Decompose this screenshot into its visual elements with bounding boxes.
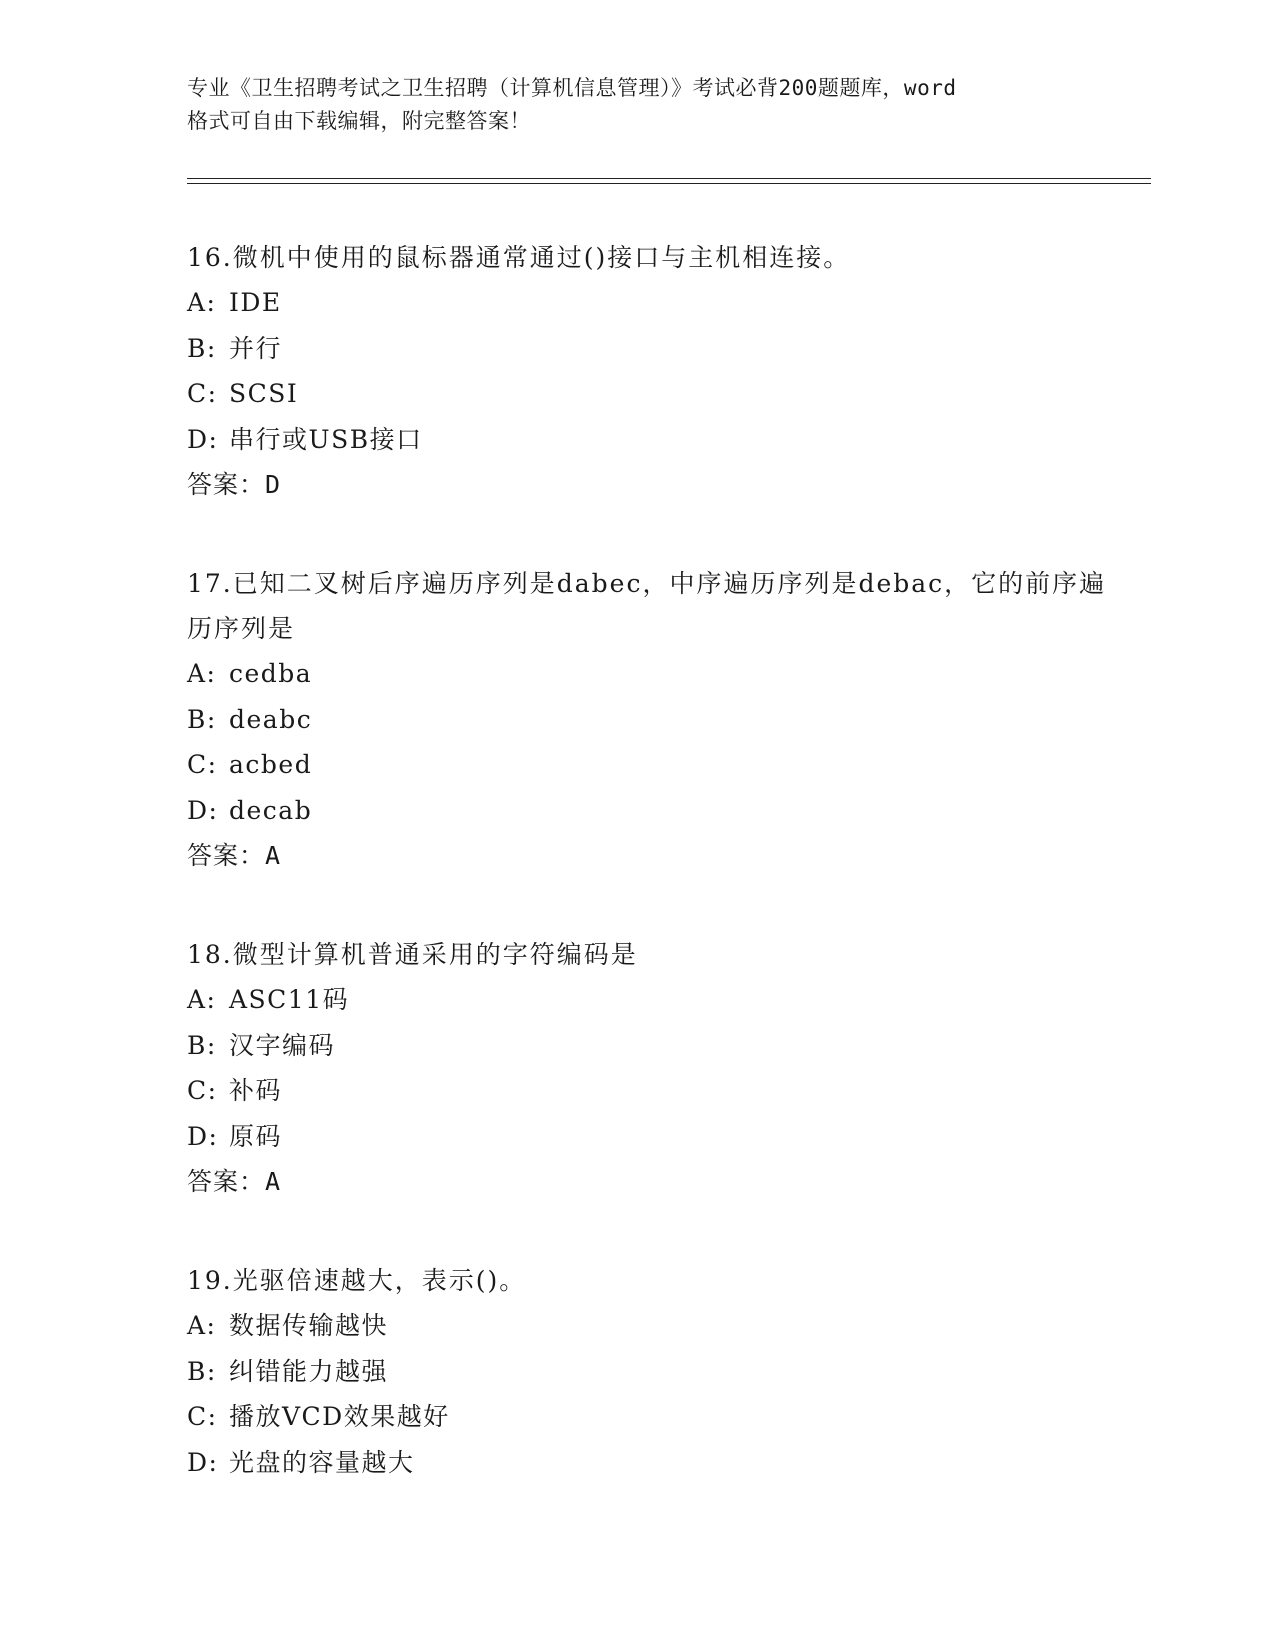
option-text: 原码 (229, 1121, 283, 1151)
question-stem: 18.微型计算机普通采用的字符编码是 (187, 940, 638, 969)
option-text: 串行或USB接口 (229, 424, 423, 454)
option-letter: A: (187, 288, 217, 317)
question-16 (187, 235, 1117, 507)
option-a (187, 1303, 1117, 1349)
option-letter: C: (187, 379, 218, 408)
option-a (187, 280, 1117, 326)
option-b (187, 1023, 1117, 1069)
option-letter: B: (187, 704, 217, 734)
option-letter: A: (187, 659, 217, 688)
header-line-1: 专业《卫生招聘考试之卫生招聘（计算机信息管理）》考试必背200题题库，word (187, 76, 957, 100)
option-a (187, 651, 1117, 697)
header-divider-bottom (187, 183, 1151, 184)
option-text: 汉字编码 (229, 1030, 336, 1060)
option-text: deabc (229, 704, 313, 734)
question-list (187, 235, 1117, 1539)
answer-line: 答案：A (187, 1167, 282, 1196)
question-19 (187, 1258, 1117, 1485)
option-letter: B: (187, 333, 217, 363)
option-text: ASC11码 (229, 985, 350, 1014)
option-letter: B: (187, 1030, 217, 1060)
option-c (187, 742, 1117, 788)
option-letter: D: (187, 1121, 219, 1151)
option-text: cedba (229, 659, 313, 688)
option-text: SCSI (229, 379, 299, 408)
option-letter: B: (187, 1356, 217, 1386)
option-text: 播放VCD效果越好 (229, 1402, 450, 1431)
option-d (187, 788, 1117, 834)
option-text: 光盘的容量越大 (229, 1447, 415, 1477)
option-c (187, 371, 1117, 417)
option-d (187, 417, 1117, 463)
option-text: acbed (229, 750, 313, 779)
option-b (187, 326, 1117, 372)
question-stem: 17.已知二叉树后序遍历序列是dabec，中序遍历序列是debac，它的前序遍历序列是 (187, 569, 1107, 643)
option-text: decab (229, 795, 313, 825)
option-c (187, 1394, 1117, 1440)
header-divider-top (187, 178, 1151, 179)
document-header (187, 72, 1087, 138)
option-letter: A: (187, 985, 217, 1014)
question-17 (187, 561, 1117, 878)
answer-line: 答案：D (187, 470, 282, 499)
option-text: 数据传输越快 (229, 1311, 389, 1340)
option-d (187, 1440, 1117, 1486)
option-letter: C: (187, 1076, 218, 1105)
option-letter: A: (187, 1311, 217, 1340)
option-letter: C: (187, 1402, 218, 1431)
option-c (187, 1068, 1117, 1114)
option-text: 补码 (229, 1076, 283, 1105)
option-letter: C: (187, 750, 218, 779)
option-d (187, 1114, 1117, 1160)
option-a (187, 977, 1117, 1023)
header-line-2: 格式可自由下载编辑，附完整答案！ (187, 109, 531, 133)
option-text: 并行 (229, 333, 283, 363)
question-stem: 16.微机中使用的鼠标器通常通过()接口与主机相连接。 (187, 243, 851, 272)
option-text: IDE (229, 288, 282, 317)
option-letter: D: (187, 424, 219, 454)
option-letter: D: (187, 1447, 219, 1477)
question-stem: 19.光驱倍速越大，表示()。 (187, 1266, 527, 1295)
question-18 (187, 932, 1117, 1204)
option-text: 纠错能力越强 (229, 1356, 389, 1386)
option-letter: D: (187, 795, 219, 825)
option-b (187, 697, 1117, 743)
option-b (187, 1349, 1117, 1395)
answer-line: 答案：A (187, 841, 282, 870)
